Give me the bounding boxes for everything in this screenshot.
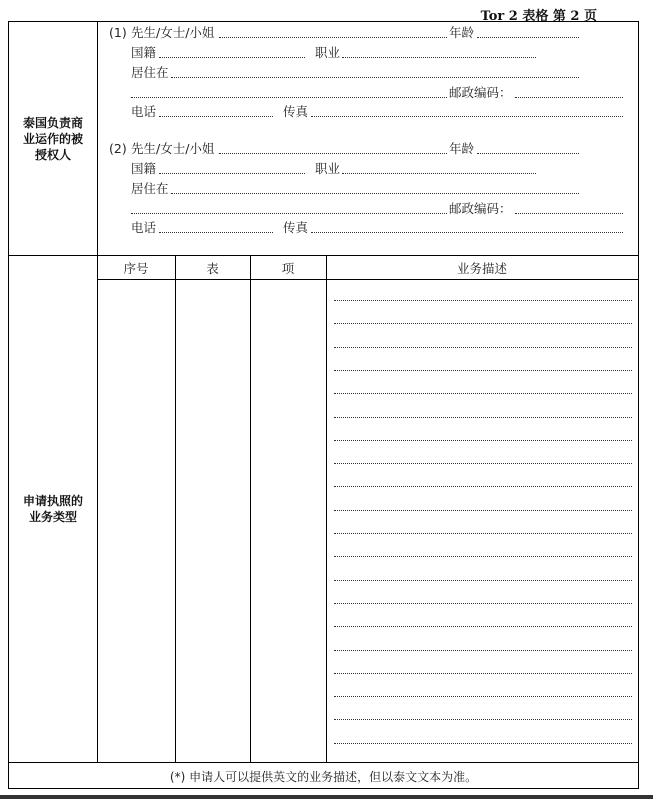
- occupation-label: 职业: [315, 45, 341, 60]
- address-label: 居住在: [131, 65, 169, 80]
- postal-code-label: 邮政编码：: [449, 85, 512, 100]
- business-type-label: 申请执照的 业务类型: [22, 493, 83, 524]
- description-line[interactable]: [334, 417, 632, 418]
- description-line[interactable]: [334, 486, 632, 487]
- postal-code-field[interactable]: [515, 213, 623, 214]
- nationality-label: 国籍: [131, 161, 157, 176]
- description-line[interactable]: [334, 370, 632, 371]
- address-field[interactable]: [171, 77, 579, 78]
- fax-label: 传真: [283, 220, 309, 235]
- col-divider-2: [250, 255, 251, 762]
- phone-label: 电话: [131, 220, 157, 235]
- description-line[interactable]: [334, 440, 632, 441]
- description-line[interactable]: [334, 556, 632, 557]
- description-line[interactable]: [334, 323, 632, 324]
- fax-label: 传真: [283, 104, 309, 119]
- description-line[interactable]: [334, 510, 632, 511]
- authorized-person-label: 泰国负责商 业运作的被 授权人: [22, 115, 83, 162]
- description-line[interactable]: [334, 533, 632, 534]
- description-line[interactable]: [334, 393, 632, 394]
- column-header-form: 表: [206, 261, 219, 276]
- phone-field[interactable]: [159, 116, 273, 117]
- phone-field[interactable]: [159, 232, 273, 233]
- fax-field[interactable]: [311, 232, 623, 233]
- occupation-field[interactable]: [342, 57, 536, 58]
- salutation-label: 先生/女士/小姐: [131, 141, 215, 156]
- label-column-divider: [97, 22, 98, 762]
- person-index: (2): [109, 141, 127, 156]
- page-header: Tor 2 表格 第 2 页: [480, 9, 597, 24]
- description-line[interactable]: [334, 580, 632, 581]
- age-label: 年龄: [449, 141, 475, 156]
- nationality-field[interactable]: [159, 57, 305, 58]
- name-field[interactable]: [219, 37, 447, 38]
- phone-label: 电话: [131, 104, 157, 119]
- age-label: 年龄: [449, 25, 475, 40]
- footnote: (*) 申请人可以提供英文的业务描述，但以泰文文本为准。: [169, 769, 478, 784]
- form-table: [8, 21, 639, 789]
- column-header-divider: [97, 279, 638, 280]
- description-line[interactable]: [334, 626, 632, 627]
- column-header-business-description: 业务描述: [456, 261, 507, 276]
- name-field[interactable]: [219, 153, 447, 154]
- section-divider: [9, 255, 638, 256]
- age-field[interactable]: [477, 37, 579, 38]
- postal-code-label: 邮政编码：: [449, 201, 512, 216]
- col-divider-1: [175, 255, 176, 762]
- salutation-label: 先生/女士/小姐: [131, 25, 215, 40]
- col-divider-3: [326, 255, 327, 762]
- address-field-continued[interactable]: [131, 213, 447, 214]
- person-index: (1): [109, 25, 127, 40]
- description-line[interactable]: [334, 719, 632, 720]
- address-label: 居住在: [131, 181, 169, 196]
- description-line[interactable]: [334, 300, 632, 301]
- address-field-continued[interactable]: [131, 97, 447, 98]
- description-line[interactable]: [334, 696, 632, 697]
- description-line[interactable]: [334, 463, 632, 464]
- nationality-label: 国籍: [131, 45, 157, 60]
- description-line[interactable]: [334, 673, 632, 674]
- description-line[interactable]: [334, 650, 632, 651]
- nationality-field[interactable]: [159, 173, 305, 174]
- address-field[interactable]: [171, 193, 579, 194]
- page-bottom-border: [0, 795, 653, 799]
- description-line[interactable]: [334, 603, 632, 604]
- age-field[interactable]: [477, 153, 579, 154]
- column-header-number: 序号: [123, 261, 149, 276]
- description-line[interactable]: [334, 743, 632, 744]
- postal-code-field[interactable]: [515, 97, 623, 98]
- fax-field[interactable]: [311, 116, 623, 117]
- description-line[interactable]: [334, 347, 632, 348]
- column-header-item: 项: [281, 261, 295, 276]
- occupation-field[interactable]: [342, 173, 536, 174]
- occupation-label: 职业: [315, 161, 341, 176]
